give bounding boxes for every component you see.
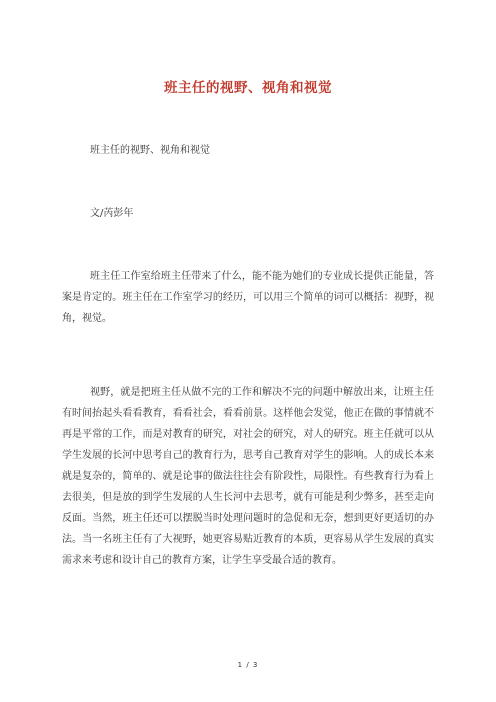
document-subtitle: 班主任的视野、视角和视觉 [90, 145, 210, 156]
paragraph-vision: 视野，就是把班主任从做不完的工作和解决不完的问题中解放出来，让班主任有时间抬起头看看教育，看看社会，看看前景。这样他会发觉，他正在做的事情就不再是平常的工作，而是对教育的研究，对社会的研究，对人的研究。班主任就可以从学生发展的长河中思考自己的教育行为，思考自己教育对学生的影响。人的成长本来就是复杂的，简单的、就是论事的做法往往会有阶段性，局限性。有些教育行为看上去很美，但是放的到学生发展的人生长河中去思考，就有可能是利少弊多，甚至走向反面。当然，班主任还可以摆脱当时处理问题时的急促和无奈，想到更好更适切的办法。当一名班主任有了大视野，她更容易贴近教育的本质，更容易从学生发展的真实需求来考虑和设计自己的教育方案，让学生享受最合适的教育。 [62, 387, 434, 566]
author-line: 文/芮彭年 [90, 208, 134, 219]
document-title: 班主任的视野、视角和视觉 [164, 80, 332, 96]
paragraph-intro: 班主任工作室给班主任带来了什么，能不能为她们的专业成长提供正能量，答案是肯定的。班主任在工作室学习的经历，可以用三个简单的词可以概括：视野，视角，视觉。 [62, 271, 434, 324]
page-number: 1 / 3 [237, 661, 259, 669]
